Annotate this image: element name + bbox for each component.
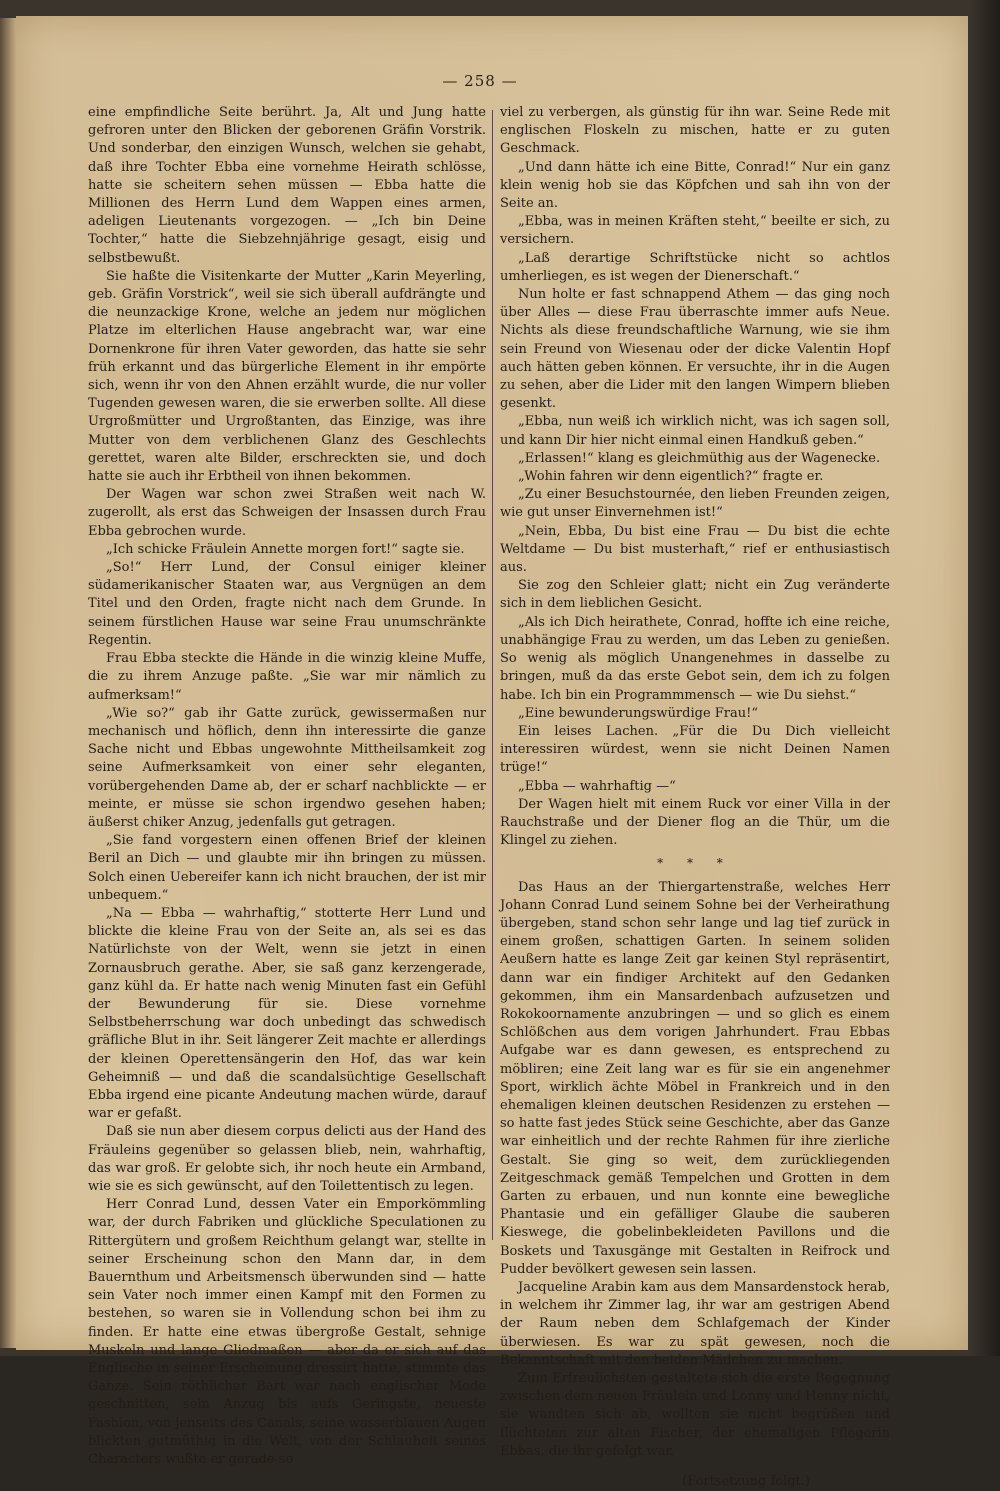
scan-right-edge <box>968 0 1000 1356</box>
paragraph: „Wohin fahren wir denn eigentlich?“ fragte er. <box>518 469 824 485</box>
right-column <box>500 104 890 1491</box>
left-column <box>88 104 486 1469</box>
page-number: — 258 — <box>442 72 518 90</box>
paragraph: „Eine bewunderungswürdige Frau!“ <box>518 705 759 721</box>
paragraph: „Na — Ebba — wahrhaftig,“ stotterte Herr Lund und blickte die kleine Frau von der Seite an, als sei es das Natürlichste von der Welt, wenn sie jetzt in einen Zornausbruch gerathe. Aber, sie saß ganz kerzengerade, ganz kühl da. Er hatte nach wenig Minuten fast ein Gefühl der Bewunderung für sie. Diese vornehme Selbstbeherrschung war doch unbedingt das schwedisch gräfliche Blut in ihr. Seit längerer Zeit machte er allerdings der kleinen Operettensängerin den Hof, das war kein Geheimniß — und daß die scandalsüchtige Gesellschaft Ebba irgend eine picante Andeutung machen würde, darauf war er gefaßt. <box>88 905 486 1122</box>
paragraph: Zum Erfreulichsten gestaltete sich die erste Begegnung zwischen dem neuen Fräulein und Lonny und Henny nicht, sie wandten sich ab, wollten sie nicht begrüßen und flüchteten zur alten Fischer, der ehemaligen Pflegerin Ebbas, die ihr gefolgt war. <box>500 1371 890 1459</box>
paragraph: „Zu einer Besuchstournée, den lieben Freunden zeigen, wie gut unser Einvernehmen ist!“ <box>500 487 890 521</box>
paragraph: Ein leises Lachen. „Für die Du Dich vielleicht interessiren würdest, wenn sie nicht Deinen Namen trüge!“ <box>500 723 890 776</box>
paragraph: eine empfindliche Seite berührt. Ja, Alt und Jung hatte gefroren unter den Blicken der geborenen Gräfin Vorstrik. Und sonderbar, den einzigen Wunsch, welchen sie gehabt, daß ihre Tochter Ebba eine vornehme Heirath schlösse, hatte sie scheitern sehen müssen — Ebba hatte die Millionen des Herrn Lund dem Wappen eines armen, adeligen Lieutenants vorgezogen. — „Ich bin Deine Tochter,“ hatte die Siebzehnjährige gesagt, eisig und selbstbewußt. <box>88 105 486 266</box>
paragraph: Der Wagen war schon zwei Straßen weit nach W. zugerollt, als erst das Schweigen der Insassen durch Frau Ebba gebrochen wurde. <box>88 487 486 539</box>
paragraph: Der Wagen hielt mit einem Ruck vor einer Villa in der Rauchstraße und der Diener flog an die Thür, um die Klingel zu ziehen. <box>500 796 890 849</box>
paragraph: „Ich schicke Fräulein Annette morgen fort!“ sagte sie. <box>106 541 465 557</box>
paragraph: Das Haus an der Thiergartenstraße, welches Herr Johann Conrad Lund seinem Sohne bei der Verheirathung übergeben, stand schon sehr lange und lag tief zurück in einem großen, schattigen Garten. In seinem soliden Aeußern hatte es lange Zeit gar keinen Styl repräsentirt, dann war ein findiger Architekt auf den Gedanken gekommen, ihm ein Mansardenbach aufzusetzen und Rokokoornamente anzubringen — und so glich es einem Schlößchen aus dem vorigen Jahrhundert. Frau Ebbas Aufgabe war es dann gewesen, es entsprechend zu möbliren; eine Zeit lang war es für sie ein angenehmer Sport, wirklich ächte Möbel in Frankreich und in den ehemaligen kleinen deutschen Residenzen zu erstehen — so hatte fast jedes Stück seine Geschichte, aber das Ganze war einheitlich und der rechte Rahmen für ihre zierliche Gestalt. Sie ging so weit, dem zurückliegenden Zeitgeschmack gemäß Tempelchen und Grotten in dem Garten zu erbauen, und nun konnte eine bewegliche Phantasie und ein gefälliger Glaube die sauberen Kieswege, die gobelinbekleideten Pavillons und die Boskets und Taxusgänge mit Gestalten in Reifrock und Pudder bevölkert gewesen sein lassen. <box>500 879 890 1277</box>
paragraph: „Ebba, was in meinen Kräften steht,“ beeilte er sich, zu versichern. <box>500 214 890 248</box>
paragraph: „Als ich Dich heirathete, Conrad, hoffte ich eine reiche, unabhängige Frau zu werden, um das Leben zu genießen. So wenig als möglich Unangenehmes in dasselbe zu bringen, muß da das erste Gebot sein, dem ich zu folgen habe. Ich bin ein Programmmensch — wie Du siehst.“ <box>500 614 890 703</box>
paragraph: Sie haßte die Visitenkarte der Mutter „Karin Meyerling, geb. Gräfin Vorstrick“, weil sie sich überall aufdrängte und die neunzackige Krone, welche an jedem nur möglichen Platze im elterlichen Hause angebracht war, war eine Dornenkrone für ihren Vater geworden, das hatte sie sehr früh erkannt und das bürgerliche Element in ihr empörte sich, wenn ihr von den Ahnen erzählt wurde, die nur voller Tugenden gewesen waren, die sie erwerben sollte. All diese Urgroßmütter und Urgroßtanten, das Einzige, was ihre Mutter von dem verblichenen Glanz des Geschlechts gerettet, waren alte Bilder, erschreckten sie, und doch hatte sie auch ihr Erbtheil von ihnen bekommen. <box>88 268 486 485</box>
paragraph: „Nein, Ebba, Du bist eine Frau — Du bist die echte Weltdame — Du bist musterhaft,“ rief er enthusiastisch aus. <box>500 523 890 576</box>
paragraph: „Ebba, nun weiß ich wirklich nicht, was ich sagen soll, und kann Dir hier nicht einmal einen Handkuß geben.“ <box>500 414 890 448</box>
paragraph: viel zu verbergen, als günstig für ihn war. Seine Rede mit englischen Floskeln zu mischen, hatte er zu guten Geschmack. <box>500 105 890 157</box>
paragraph: „Erlassen!“ klang es gleichmüthig aus der Wagenecke. <box>518 450 881 466</box>
continuation-note: (Fortsetzung folgt.) <box>682 1474 810 1490</box>
book-gutter <box>0 18 16 1348</box>
paragraph: „Laß derartige Schriftstücke nicht so achtlos umherliegen, es ist wegen der Dienerschaft.“ <box>500 250 890 284</box>
column-divider <box>492 110 493 1240</box>
paragraph: Herr Conrad Lund, dessen Vater ein Emporkömmling war, der durch Fabriken und glückliche Speculationen zu Rittergütern und großem Reichthum gelangt war, stellte in seiner Erscheinung schon den Mann dar, in dem Bauernthum und Arbeitsmensch überwunden sind — hatte sein Vater noch immer einen Kampf mit den Formen zu bestehen, so waren sie in Vollendung schon bei ihm zu finden. Er hatte eine etwas übergroße Gestalt, sehnige Muskeln und lange Gliedmaßen — aber da er sich auf das Englische in seiner Erscheinung dressirt hatte, stimmte das Ganze. Sein röthlicher Bart war nach englischer Mode geschnitten, sein Anzug bis aufs Geringste, neueste Fashion, von jenseits des Canals, seine wasserblauen Augen blickten gutmüthig in die Welt, von der Schlauheit seines Characters wußte er gerade so <box>88 1197 486 1468</box>
paragraph: „Ebba — wahrhaftig —“ <box>518 778 676 794</box>
paragraph: „Wie so?“ gab ihr Gatte zurück, gewissermaßen nur mechanisch und höflich, denn ihn interessirte die ganze Sache nicht und Ebbas ungewohnte Mittheilsamkeit zog seine Aufmerksamkeit von einer sehr eleganten, vorübergehenden Dame ab, der er scharf nachblickte — er meinte, er müsse sie schon irgendwo gesehen haben; äußerst chiker Anzug, jedenfalls gut getragen. <box>88 705 486 830</box>
paragraph: Frau Ebba steckte die Hände in die winzig kleine Muffe, die zu ihrem Anzuge paßte. „Sie war mir nämlich zu aufmerksam!“ <box>88 651 486 703</box>
paragraph: „So!“ Herr Lund, der Consul einiger kleiner südamerikanischer Staaten war, aus Vergnügen an dem Titel und den Orden, fragte nicht nach dem Grunde. In seinem fürstlichen Hause war seine Frau unumschränkte Regentin. <box>88 560 486 648</box>
paragraph: „Und dann hätte ich eine Bitte, Conrad!“ Nur ein ganz klein wenig hob sie das Köpfchen und sah ihn von der Seite an. <box>500 159 890 212</box>
paragraph: Jacqueline Arabin kam aus dem Mansardenstock herab, in welchem ihr Zimmer lag, ihr war am gestrigen Abend der Raum neben dem Schlafgemach der Kinder überwiesen. Es war zu spät gewesen, noch die Bekanntschaft mit den beiden Mädchen zu machen. <box>500 1280 890 1368</box>
paragraph: „Sie fand vorgestern einen offenen Brief der kleinen Beril an Dich — und glaubte mir ihn bringen zu müssen. Solch einen Uebereifer kann ich nicht brauchen, der ist mir unbequem.“ <box>88 833 486 903</box>
paragraph: Nun holte er fast schnappend Athem — das ging noch über Alles — diese Frau überraschte immer aufs Neue. Nichts als diese freundschaftliche Warnung, wie sie ihm sein Freund von Wiesenau oder der dicke Valentin Hopf auch hätten geben können. Er versuchte, ihr in die Augen zu sehen, aber die Lider mit den langen Wimpern blieben gesenkt. <box>500 287 890 412</box>
paragraph: Daß sie nun aber diesem corpus delicti aus der Hand des Fräuleins gegenüber so gelassen blieb, nein, wahrhaftig, das war groß. Er gelobte sich, ihr noch heute ein Armband, wie sie es sich gewünscht, auf den Toilettentisch zu legen. <box>88 1124 486 1194</box>
section-break: * * * <box>657 856 733 871</box>
paragraph: Sie zog den Schleier glatt; nicht ein Zug veränderte sich in dem lieblichen Gesicht. <box>500 578 890 612</box>
